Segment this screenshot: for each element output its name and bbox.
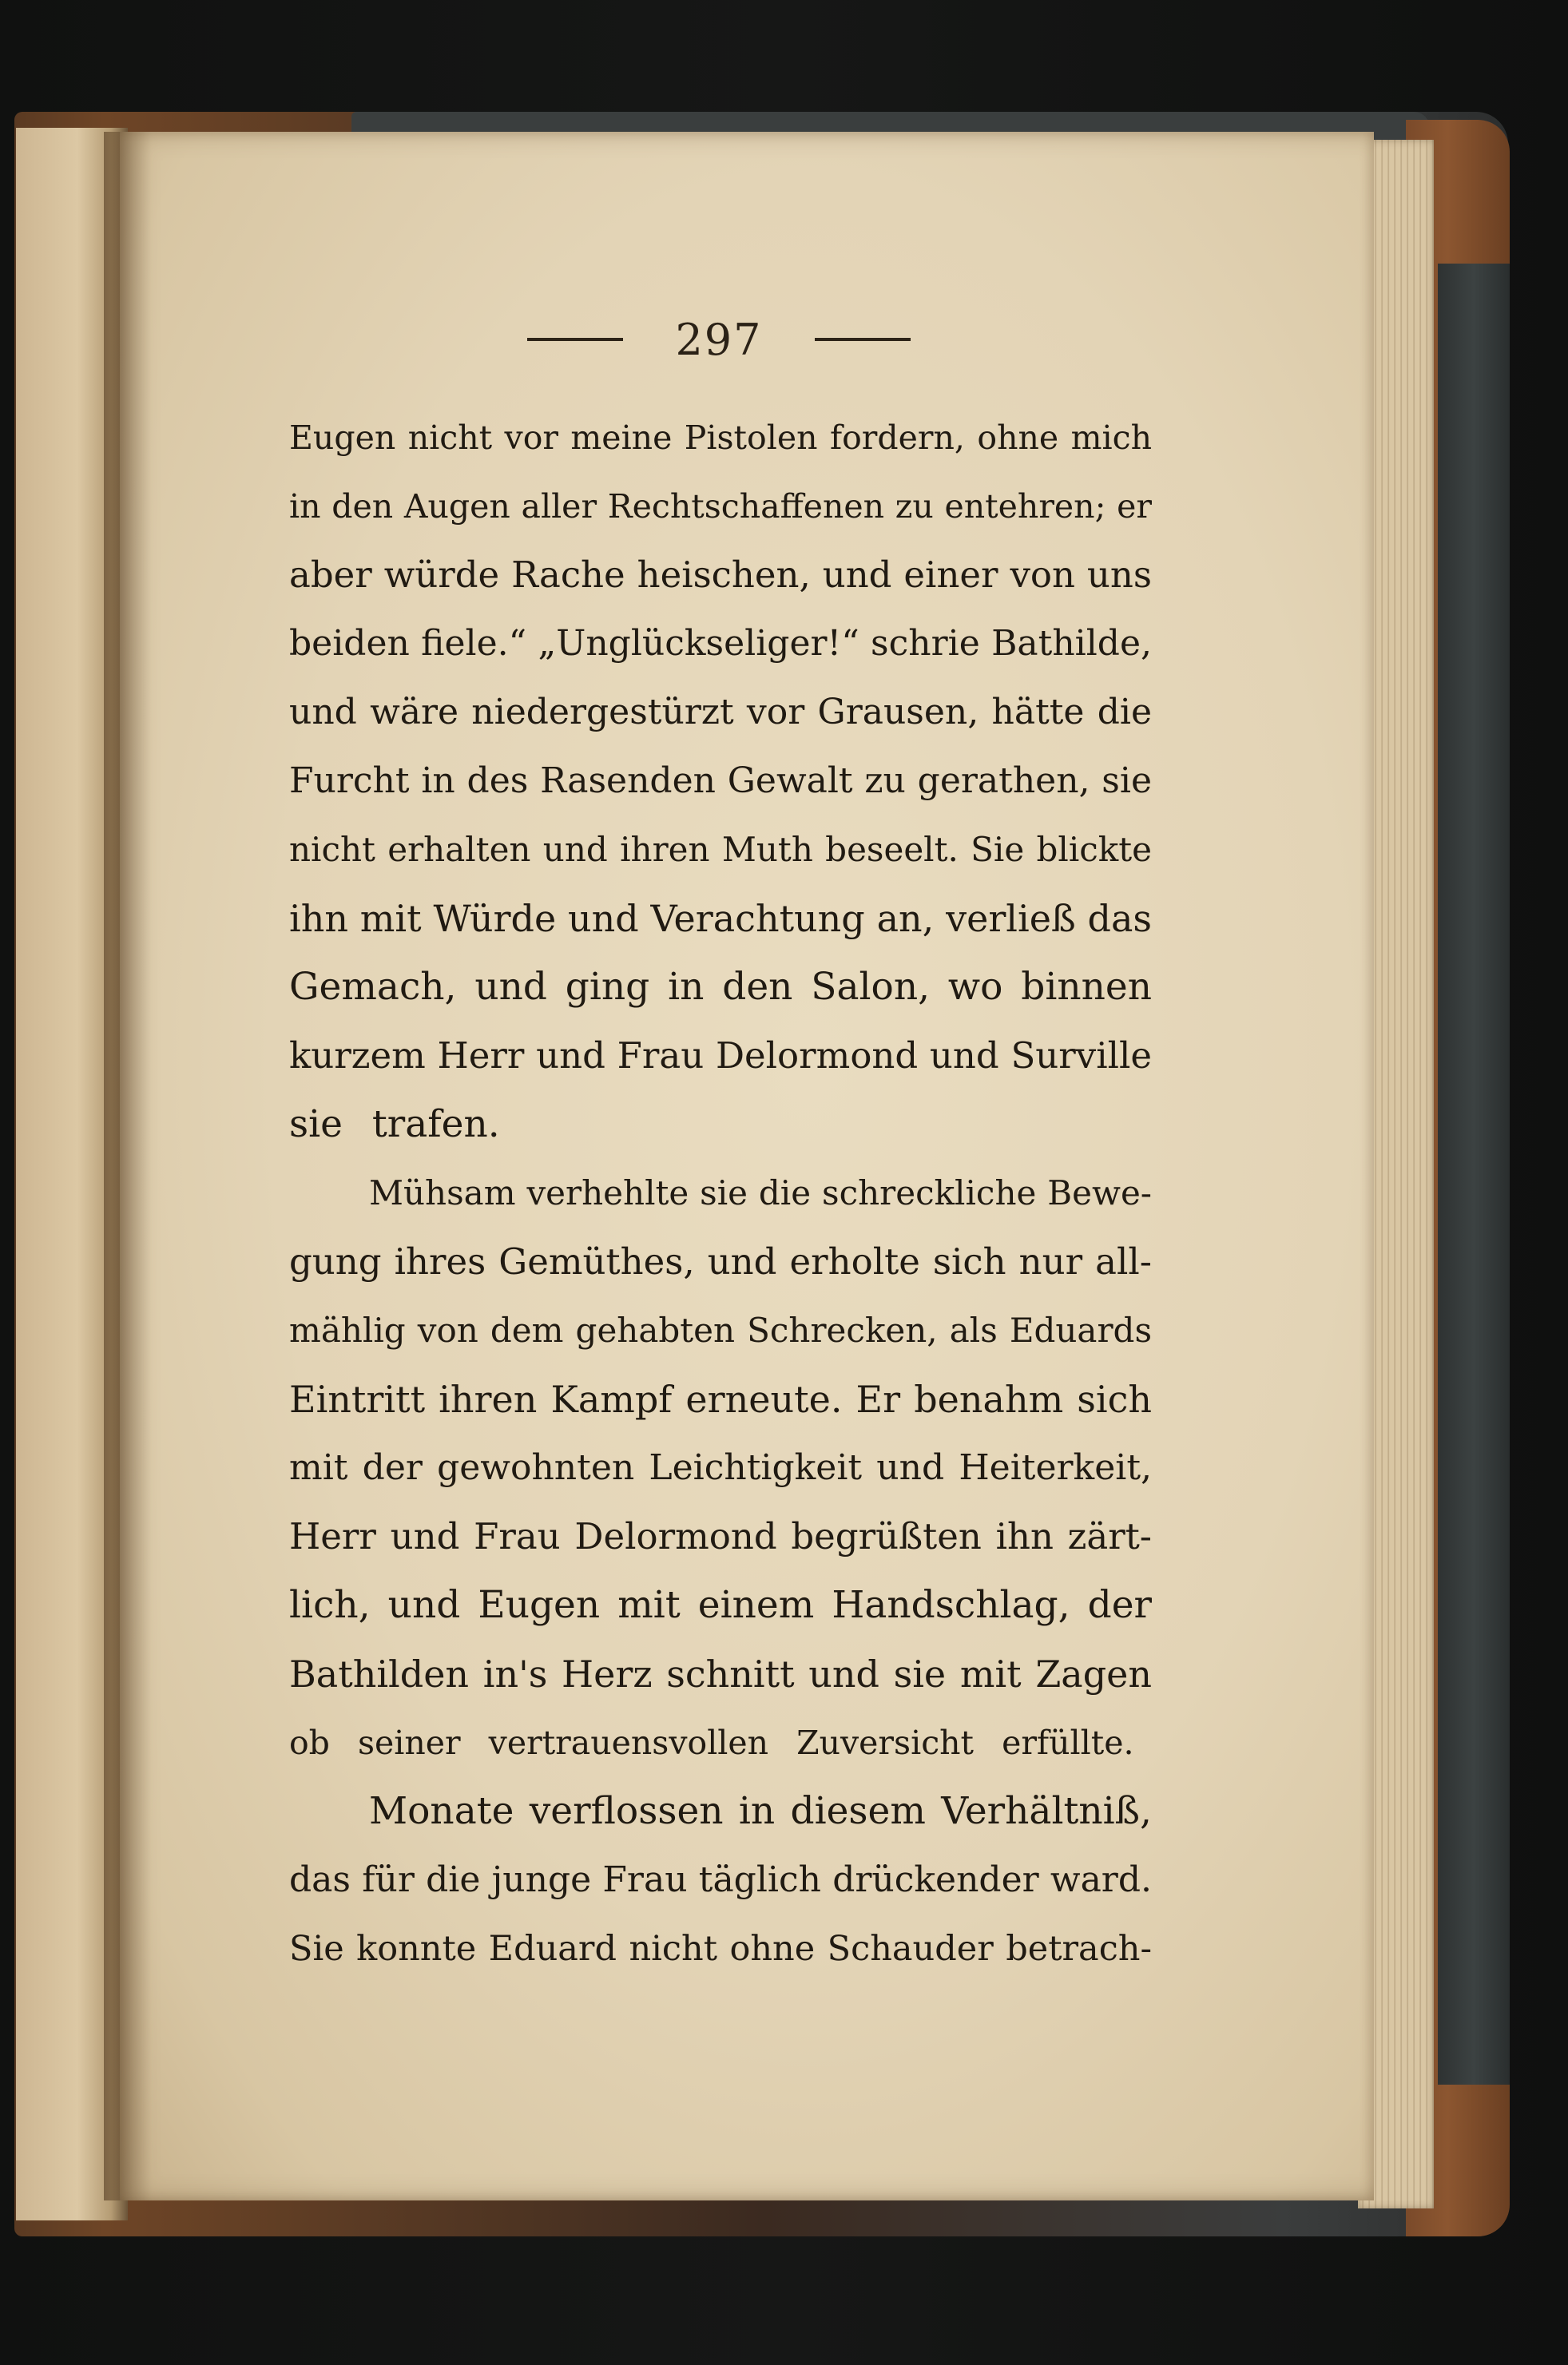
text-line-content: gung ihres Gemüthes, und erholte sich nur all- bbox=[289, 1240, 1152, 1283]
header-rule-right bbox=[815, 338, 911, 341]
text-line bbox=[289, 1365, 1152, 1434]
text-line-content: Monate verflossen in diesem Verhältniß, bbox=[369, 1789, 1152, 1833]
text-line bbox=[289, 1159, 1152, 1228]
text-line-content: Eintritt ihren Kampf erneute. Er benahm sich bbox=[289, 1378, 1152, 1421]
text-line-content: Mühsam verhehlte sie die schreckliche Bewe- bbox=[369, 1173, 1152, 1212]
text-line-content: Herr und Frau Delormond begrüßten ihn zärt- bbox=[289, 1515, 1152, 1557]
text-line bbox=[289, 1022, 1152, 1090]
text-line-content: Eugen nicht vor meine Pistolen fordern, ohne mich bbox=[289, 419, 1152, 457]
text-line bbox=[289, 1228, 1152, 1296]
header-rule-left bbox=[527, 338, 623, 341]
text-line-content: aber würde Rache heischen, und einer von uns bbox=[289, 554, 1152, 596]
text-line bbox=[289, 1915, 1152, 1983]
text-line bbox=[289, 1846, 1152, 1915]
text-line-content: beiden fiele.“ „Unglückseliger!“ schrie Bathilde, bbox=[289, 623, 1152, 664]
text-line bbox=[289, 678, 1152, 747]
text-line bbox=[289, 1708, 1152, 1777]
text-line bbox=[289, 1777, 1152, 1846]
text-line-content: sie trafen. bbox=[289, 1102, 500, 1146]
cover-right-board bbox=[1438, 264, 1510, 2085]
text-line-content: nicht erhalten und ihren Muth beseelt. Sie blickte bbox=[289, 830, 1152, 869]
text-line-content: kurzem Herr und Frau Delormond und Surville bbox=[289, 1034, 1152, 1077]
page-header bbox=[527, 308, 911, 371]
text-line bbox=[289, 815, 1152, 884]
text-line-content: Bathilden in's Herz schnitt und sie mit Zagen bbox=[289, 1653, 1152, 1696]
body-text bbox=[289, 403, 1152, 1983]
text-line bbox=[289, 472, 1152, 541]
text-line bbox=[289, 1571, 1152, 1640]
text-line bbox=[289, 1090, 1152, 1159]
gutter-shadow bbox=[104, 132, 152, 2200]
text-line-content: Gemach, und ging in den Salon, wo binnen bbox=[289, 965, 1152, 1009]
text-line-content: mählig von dem gehabten Schrecken, als Eduards bbox=[289, 1311, 1152, 1350]
page-number: 297 bbox=[675, 314, 763, 365]
text-line-content: Sie konnte Eduard nicht ohne Schauder betrach- bbox=[289, 1929, 1152, 1969]
text-line bbox=[289, 541, 1152, 609]
text-line bbox=[289, 1434, 1152, 1502]
text-line bbox=[289, 953, 1152, 1022]
text-line bbox=[289, 609, 1152, 678]
text-line bbox=[289, 1502, 1152, 1571]
text-line bbox=[289, 884, 1152, 953]
text-line bbox=[289, 403, 1152, 472]
text-line-content: Furcht in des Rasenden Gewalt zu gerathen, sie bbox=[289, 760, 1152, 801]
text-line bbox=[289, 747, 1152, 815]
text-line-content: mit der gewohnten Leichtigkeit und Heiterkeit, bbox=[289, 1447, 1152, 1488]
text-line-content: ob seiner vertrauensvollen Zuversicht erfüllte. bbox=[289, 1724, 1134, 1762]
text-line-content: lich, und Eugen mit einem Handschlag, der bbox=[289, 1583, 1152, 1627]
text-line-content: das für die junge Frau täglich drückender ward. bbox=[289, 1859, 1152, 1900]
text-line bbox=[289, 1640, 1152, 1708]
text-line-content: ihn mit Würde und Verachtung an, verließ das bbox=[289, 897, 1152, 940]
text-line bbox=[289, 1296, 1152, 1365]
text-line-content: und wäre niedergestürzt vor Grausen, hätte die bbox=[289, 692, 1152, 732]
text-line-content: in den Augen aller Rechtschaffenen zu entehren; er bbox=[289, 487, 1152, 526]
